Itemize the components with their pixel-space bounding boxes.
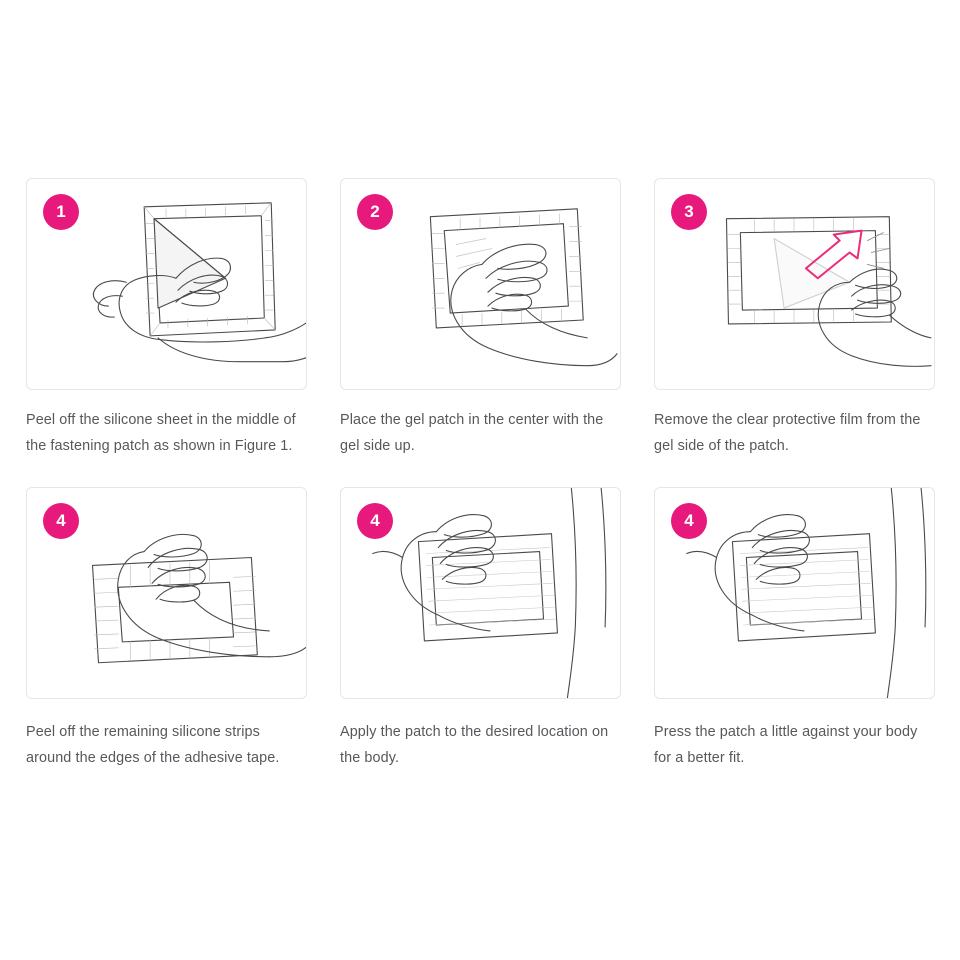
- step-number-badge-5: 4: [357, 503, 393, 539]
- step-number-badge-6: 4: [671, 503, 707, 539]
- step-figure-5: [340, 487, 621, 699]
- step-number-badge-4: 4: [43, 503, 79, 539]
- step-caption-5: Apply the patch to the desired location on the body.: [340, 724, 609, 766]
- step-figure-1: [26, 178, 307, 390]
- step-caption-3: Remove the clear protective film from the gel side of the patch.: [654, 412, 921, 454]
- step-number-badge-3: 3: [671, 194, 707, 230]
- step-card-3: [654, 178, 935, 459]
- step-caption-1: Peel off the silicone sheet in the middle of the fastening patch as shown in Figure 1.: [26, 412, 296, 454]
- step-card-5: [340, 487, 621, 771]
- step-number-badge-2: 2: [357, 194, 393, 230]
- step-card-1: [26, 178, 307, 459]
- steps-grid: [26, 178, 934, 771]
- step-caption-2: Place the gel patch in the center with the gel side up.: [340, 412, 604, 454]
- step-caption-6: Press the patch a little against your body for a better fit.: [654, 724, 918, 766]
- step-caption-4: Peel off the remaining silicone strips around the edges of the adhesive tape.: [26, 724, 280, 766]
- step-figure-4: [26, 487, 307, 699]
- step-figure-6: [654, 487, 935, 699]
- step-figure-3: [654, 178, 935, 390]
- step-card-2: [340, 178, 621, 459]
- step-number-badge-1: 1: [43, 194, 79, 230]
- step-card-4: [26, 487, 307, 771]
- step-figure-2: [340, 178, 621, 390]
- step-card-6: [654, 487, 935, 771]
